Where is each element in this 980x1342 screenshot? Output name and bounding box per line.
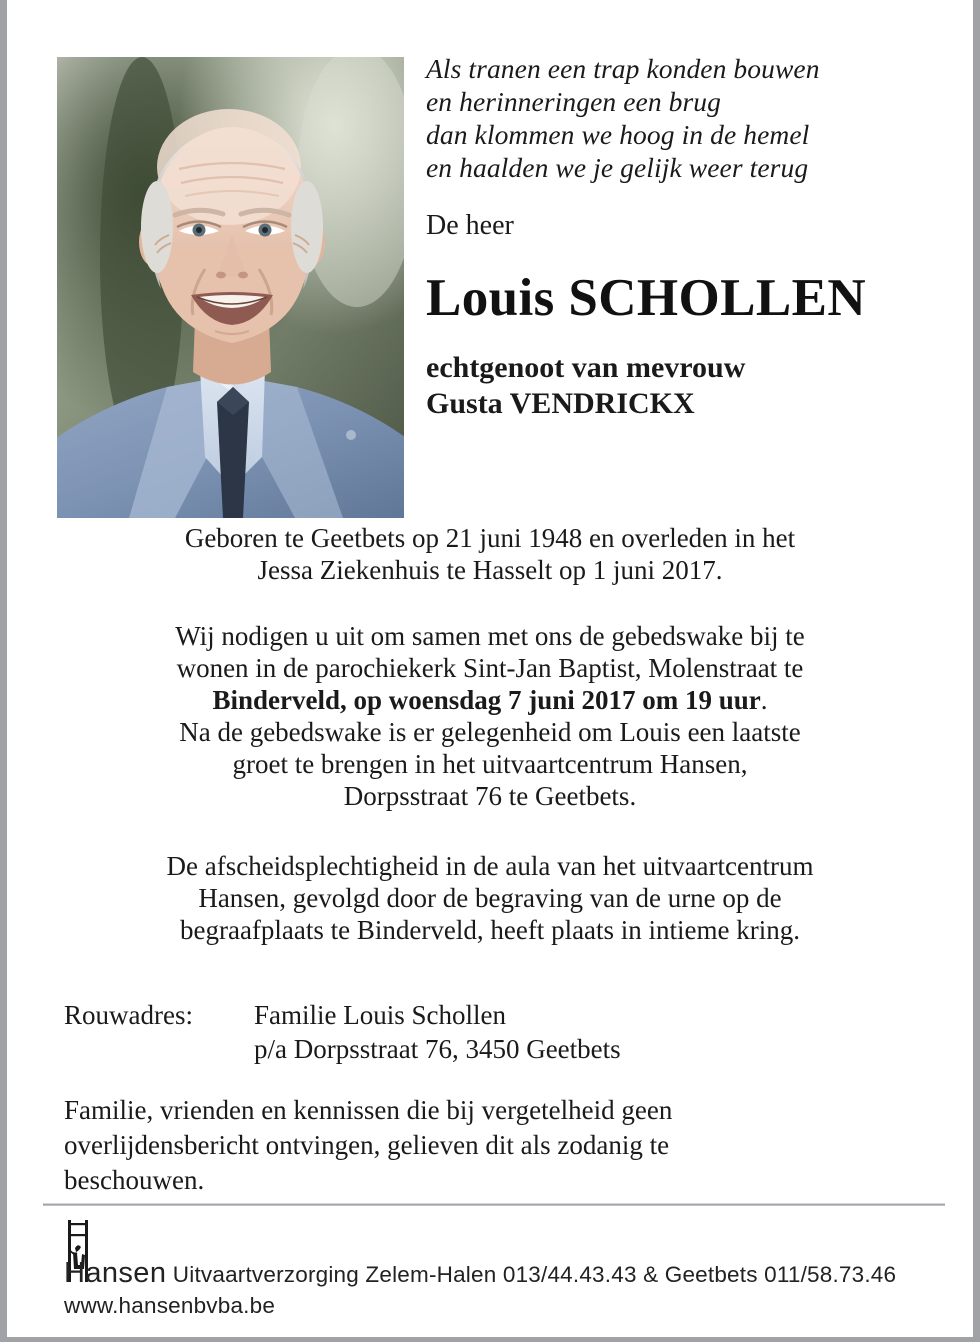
footer-brand-name: Hansen <box>64 1257 167 1289</box>
closing-note <box>7 1093 973 1198</box>
deceased-name <box>426 268 926 328</box>
deceased-surname: SCHOLLEN <box>568 269 867 327</box>
spouse-relation-label: echtgenoot van mevrouw <box>426 351 746 384</box>
ceremony-line-3: begraafplaats te Binderveld, heeft plaats in intieme kring. <box>179 915 801 945</box>
farewell-ceremony-info <box>7 850 973 946</box>
poem-line-2: en herinneringen een brug <box>426 86 721 117</box>
portrait-photo <box>57 57 404 518</box>
spouse-name: Gusta VENDRICKX <box>426 387 695 420</box>
memorial-card <box>7 0 973 1337</box>
ceremony-line-2: Hansen, gevolgd door de begraving van de urne op de <box>198 883 782 913</box>
poem-line-1: Als tranen een trap konden bouwen <box>426 53 820 84</box>
mourning-address-family: Familie Louis Schollen <box>254 1000 506 1030</box>
birth-death-line-1: Geboren te Geetbets op 21 juni 1948 en overleden in het <box>184 523 796 553</box>
invitation-line-4: Na de gebedswake is er gelegenheid om Louis een laatste <box>179 717 801 747</box>
salutation: De heer <box>426 210 514 241</box>
invitation-line-2: wonen in de parochiekerk Sint-Jan Baptist, Molenstraat te <box>176 653 804 683</box>
closing-line-1: Familie, vrienden en kennissen die bij vergetelheid geen <box>64 1095 673 1125</box>
invitation-datetime-line <box>52 684 928 716</box>
poem-line-3: dan klommen we hoog in de hemel <box>426 119 810 150</box>
announcement-body <box>7 522 973 946</box>
mourning-address-label: Rouwadres: <box>64 1000 193 1030</box>
mourning-address-section <box>7 998 973 1066</box>
header-section <box>7 0 973 470</box>
mourning-address-row <box>7 998 973 1032</box>
vigil-datetime: Binderveld, op woensdag 7 juni 2017 om 19 uur <box>212 685 761 715</box>
ceremony-line-1: De afscheidsplechtigheid in de aula van het uitvaartcentrum <box>166 851 814 881</box>
footer-contact-line <box>64 1257 897 1289</box>
closing-line-3: beschouwen. <box>64 1165 205 1195</box>
vigil-datetime-period: . <box>760 685 768 715</box>
footer-divider <box>43 1203 945 1206</box>
prayer-vigil-invitation <box>7 620 973 812</box>
invitation-line-5: groet te brengen in het uitvaartcentrum Hansen, <box>232 749 748 779</box>
birth-death-line-2: Jessa Ziekenhuis te Hasselt op 1 juni 2017. <box>257 555 723 585</box>
deceased-given-name: Louis <box>426 269 555 327</box>
footer-tagline: Uitvaartverzorging Zelem-Halen 013/44.43.43 & Geetbets 011/58.73.46 <box>166 1262 897 1287</box>
birth-death-info <box>7 522 973 586</box>
mourning-address-street: p/a Dorpsstraat 76, 3450 Geetbets <box>254 1034 621 1064</box>
invitation-line-1: Wij nodigen u uit om samen met ons de gebedswake bij te <box>175 621 805 651</box>
memorial-poem <box>426 52 926 184</box>
portrait-illustration <box>57 57 404 518</box>
announcement-heading-column <box>426 52 926 422</box>
footer-website[interactable]: www.hansenbvba.be <box>64 1293 276 1318</box>
invitation-line-6: Dorpsstraat 76 te Geetbets. <box>343 781 637 811</box>
closing-line-2: overlijdensbericht ontvingen, gelieven dit als zodanig te <box>64 1130 670 1160</box>
spouse-info <box>426 350 926 422</box>
poem-line-4: en haalden we je gelijk weer terug <box>426 152 809 183</box>
